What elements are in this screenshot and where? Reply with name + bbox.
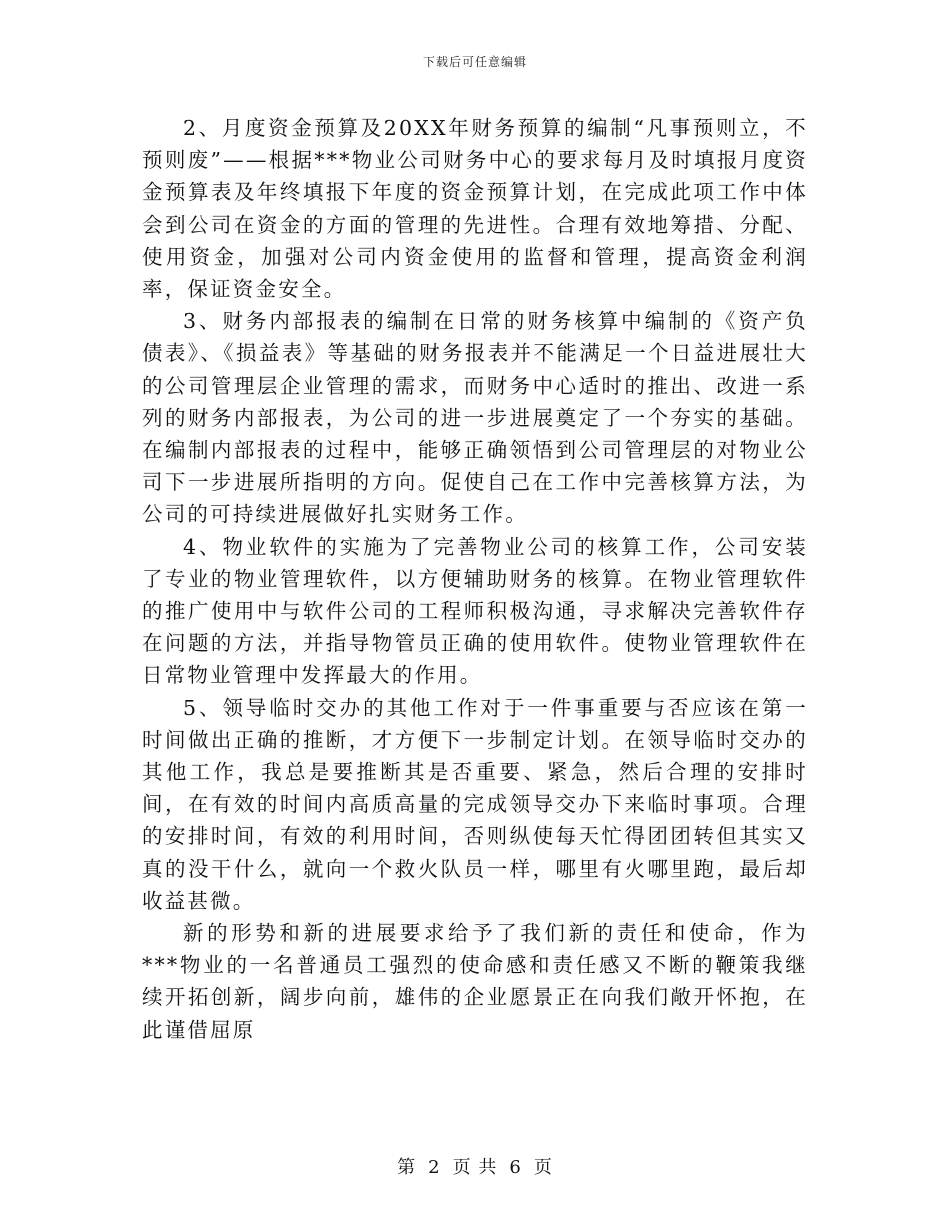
page-label-mid: 页 共 [452, 1157, 498, 1178]
page-total: 6 [509, 1157, 522, 1178]
page-label-prefix: 第 [397, 1157, 417, 1178]
page-label-suffix: 页 [533, 1157, 553, 1178]
paragraph-closing: 新的形势和新的进展要求给予了我们新的责任和使命，作为***物业的一名普通员工强烈的使命感和责任感又不断的鞭策我继续开拓创新，阔步向前，雄伟的企业愿景正在向我们敞开怀抱，在此谨借屈原 [142, 921, 808, 1042]
paragraph-item-4: 4、物业软件的实施为了完善物业公司的核算工作，公司安装了专业的物业管理软件，以方便辅助财务的核算。在物业管理软件的推广使用中与软件公司的工程师积极沟通，寻求解决完善软件存在问题的方法，并指导物管员正确的使用软件。使物业管理软件在日常物业管理中发挥最大的作用。 [142, 534, 808, 688]
paragraph-item-5: 5、领导临时交办的其他工作对于一件事重要与否应该在第一时间做出正确的推断，才方便下一步制定计划。在领导临时交办的其他工作，我总是要推断其是否重要、紧急，然后合理的安排时间，在有效的时间内高质高量的完成领导交办下来临时事项。合理的安排时间，有效的利用时间，否则纵使每天忙得团团转但其实又真的没干什么，就向一个救火队员一样，哪里有火哪里跑，最后却收益甚微。 [142, 695, 808, 913]
page-footer [0, 1153, 950, 1179]
page-current: 2 [428, 1157, 441, 1178]
paragraph-item-3: 3、财务内部报表的编制在日常的财务核算中编制的《资产负债表》、《损益表》等基础的财务报表并不能满足一个日益进展壮大的公司管理层企业管理的需求，而财务中心适时的推出、改进一系列的财务内部报表，为公司的进一步进展奠定了一个夯实的基础。在编制内部报表的过程中，能够正确领悟到公司管理层的对物业公司下一步进展所指明的方向。促使自己在工作中完善核算方法，为公司的可持续进展做好扎实财务工作。 [142, 309, 808, 527]
header-note: 下载后可任意编辑 [422, 55, 527, 69]
paragraph-item-2: 2、月度资金预算及20XX年财务预算的编制“凡事预则立，不预则废”——根据***物业公司财务中心的要求每月及时填报月度资金预算表及年终填报下年度的资金预算计划，在完成此项工作中体会到公司在资金的方面的管理的先进性。合理有效地筹措、分配、使用资金，加强对公司内资金使用的监督和管理，提高资金利润率，保证资金安全。 [142, 116, 808, 302]
document-body [142, 112, 808, 1046]
